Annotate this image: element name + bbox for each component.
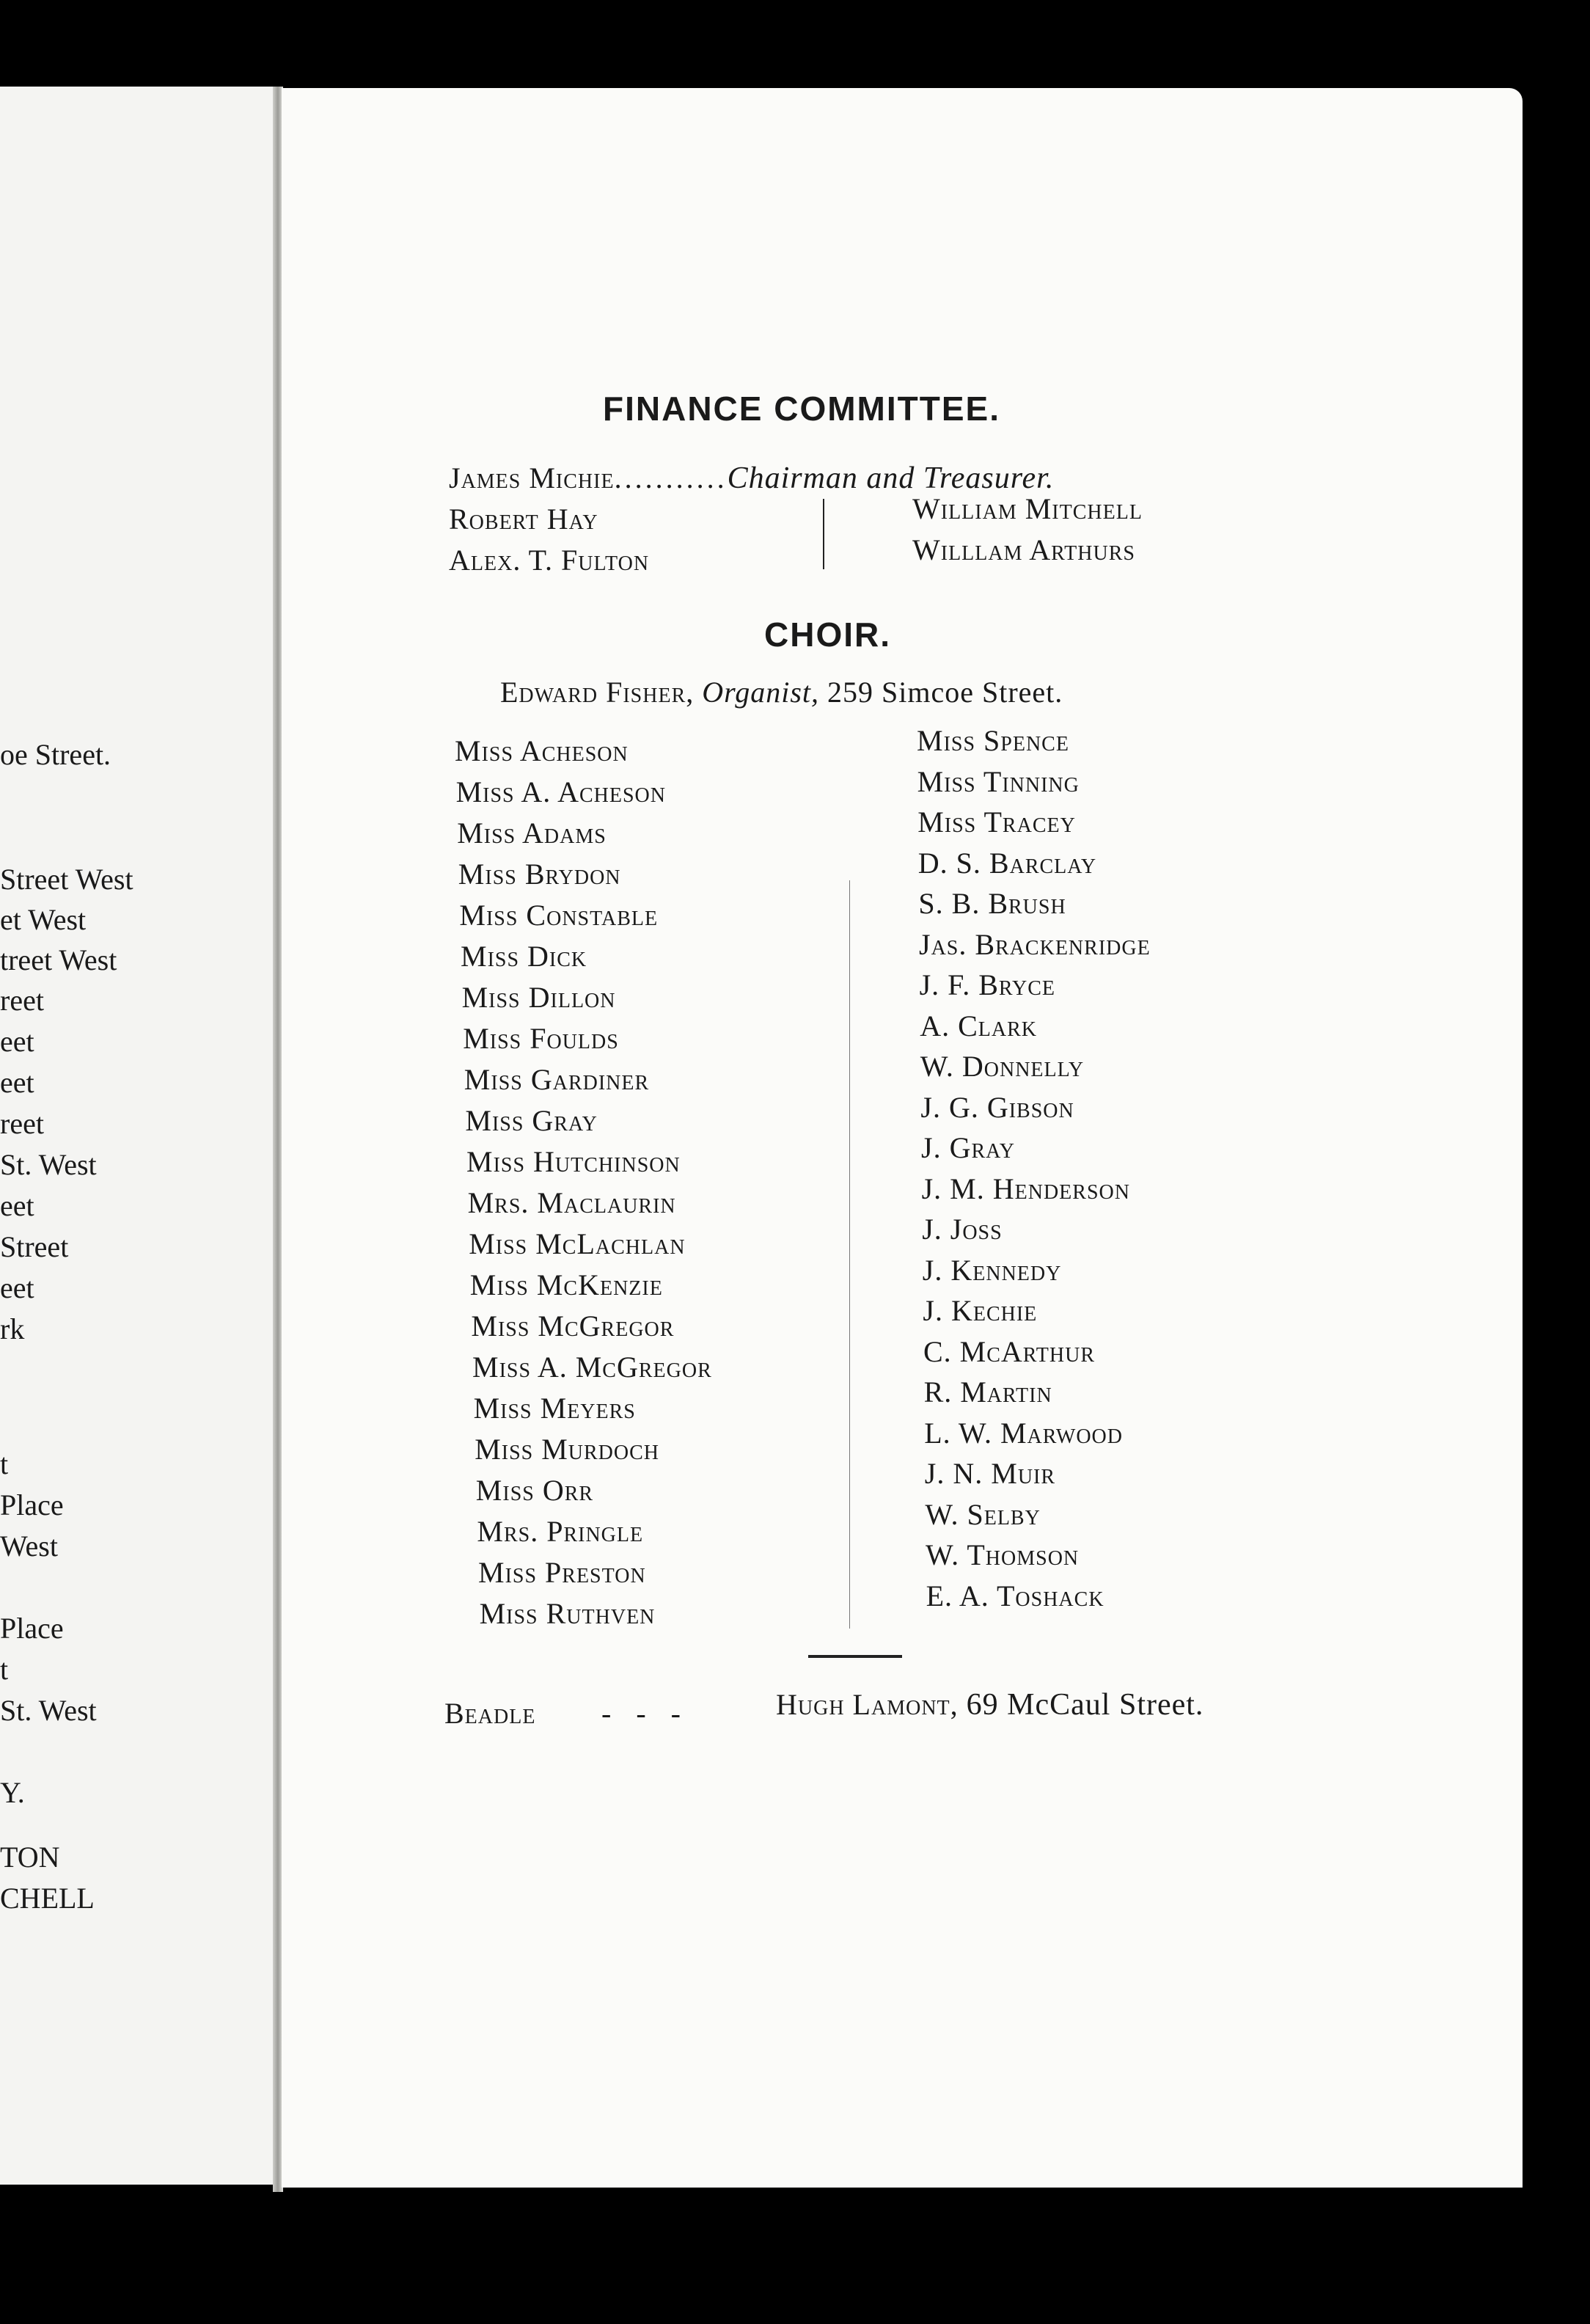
choir-member-right: J. Gray <box>921 1131 1015 1164</box>
choir-member-right: W. Thomson <box>926 1538 1080 1571</box>
choir-column-divider <box>849 880 850 1629</box>
choir-member-right: Miss Tracey <box>917 805 1076 838</box>
left-page-line: rk <box>0 1312 25 1345</box>
choir-member-left: Miss Constable <box>459 899 659 932</box>
choir-member-left: Mrs. Maclaurin <box>467 1186 676 1219</box>
left-page-line: eet <box>0 1066 34 1099</box>
choir-member-right: W. Donnelly <box>920 1050 1085 1083</box>
organist-role: Organist, <box>702 676 820 709</box>
left-page-line: reet <box>0 1107 44 1140</box>
choir-member-left: Miss Hutchinson <box>466 1145 681 1178</box>
left-page-line: treet West <box>0 943 117 976</box>
choir-member-left: Miss Adams <box>457 816 607 849</box>
choir-member-right: W. Selby <box>925 1497 1041 1531</box>
choir-member-left: Miss Foulds <box>463 1022 619 1055</box>
finance-chair-dots: ........... <box>614 461 728 494</box>
finance-chair-role: Chairman and Treasurer. <box>727 461 1055 495</box>
choir-member-right: J. Kechie <box>923 1294 1038 1327</box>
left-page-line: Street West <box>0 863 133 896</box>
section-rule <box>808 1655 902 1658</box>
left-page-line: t <box>0 1447 9 1480</box>
choir-member-left: Miss Dick <box>461 940 587 973</box>
finance-member-left-1: Robert Hay <box>449 503 598 536</box>
choir-member-left: Miss Ruthven <box>479 1597 656 1630</box>
choir-member-left: Miss Brydon <box>458 858 621 891</box>
organist-name: Edward Fisher, <box>500 676 695 709</box>
choir-member-right: Miss Tinning <box>917 764 1080 798</box>
choir-member-right: A. Clark <box>920 1009 1037 1042</box>
finance-member-right-1: William Mitchell <box>912 492 1143 525</box>
choir-member-left: Miss McKenzie <box>469 1268 663 1301</box>
beadle-label: Beadle <box>444 1697 536 1730</box>
left-page-line: oe Street. <box>0 738 111 771</box>
beadle-name: Hugh Lamont, <box>776 1688 959 1721</box>
left-page-line: St. West <box>0 1694 97 1727</box>
choir-member-left: Miss A. McGregor <box>472 1351 712 1384</box>
beadle-address: 69 McCaul Street. <box>966 1688 1204 1722</box>
organist-address: 259 Simcoe Street. <box>827 676 1063 709</box>
choir-member-right: S. B. Brush <box>918 887 1066 920</box>
left-page-line: TON <box>0 1841 60 1874</box>
choir-member-right: L. W. Marwood <box>924 1416 1123 1450</box>
choir-member-left: Miss Dillon <box>461 981 616 1014</box>
choir-member-right: Miss Spence <box>917 724 1069 757</box>
choir-member-left: Miss McLachlan <box>469 1227 686 1260</box>
choir-member-right: E. A. Toshack <box>926 1579 1104 1612</box>
left-page-line: eet <box>0 1025 34 1058</box>
choir-member-right: J. G. Gibson <box>920 1090 1074 1124</box>
finance-chair-line <box>449 461 1054 496</box>
left-page-line: Place <box>0 1612 64 1645</box>
choir-member-right: J. F. Bryce <box>919 968 1056 1001</box>
left-page-line: St. West <box>0 1148 97 1181</box>
choir-member-left: Miss A. Acheson <box>455 775 667 808</box>
choir-member-right: C. McArthur <box>923 1334 1096 1368</box>
choir-organist-line <box>500 675 1063 709</box>
finance-member-right-2: Willlam Arthurs <box>912 533 1135 566</box>
left-page-line: reet <box>0 984 44 1017</box>
left-page-fragment <box>0 87 282 2185</box>
left-page-line: Street <box>0 1230 69 1263</box>
left-page-line: West <box>0 1530 58 1563</box>
choir-member-right: J. N. Muir <box>924 1457 1056 1490</box>
finance-committee-heading: FINANCE COMMITTEE. <box>603 390 1000 428</box>
finance-chair-name: James Michie <box>449 461 615 494</box>
left-page-line: Place <box>0 1488 64 1521</box>
choir-member-left: Mrs. Pringle <box>477 1515 644 1548</box>
choir-member-right: J. M. Henderson <box>921 1172 1130 1205</box>
left-page-line: eet <box>0 1271 34 1304</box>
choir-member-left: Miss McGregor <box>471 1309 675 1342</box>
beadle-dashes: - - - <box>601 1697 681 1730</box>
choir-member-right: J. Kennedy <box>922 1253 1062 1287</box>
choir-member-left: Miss Orr <box>475 1474 594 1507</box>
choir-member-right: Jas. Brackenridge <box>919 927 1151 961</box>
left-page-line: t <box>0 1653 9 1686</box>
choir-member-right: R. Martin <box>923 1375 1052 1408</box>
left-page-line: CHELL <box>0 1882 95 1915</box>
choir-member-left: Miss Meyers <box>473 1392 636 1425</box>
choir-member-right: D. S. Barclay <box>917 846 1097 880</box>
choir-member-left: Miss Gardiner <box>464 1063 650 1096</box>
choir-member-right: J. Joss <box>922 1213 1003 1246</box>
choir-member-left: Miss Acheson <box>455 734 629 767</box>
choir-heading: CHOIR. <box>764 615 891 654</box>
choir-member-left: Miss Gray <box>465 1104 598 1137</box>
beadle-line <box>776 1687 1204 1722</box>
choir-member-left: Miss Murdoch <box>475 1433 660 1466</box>
left-page-line: Y. <box>0 1776 25 1809</box>
choir-member-left: Miss Preston <box>478 1556 646 1589</box>
finance-column-divider <box>823 499 824 569</box>
left-page-line: et West <box>0 903 87 936</box>
finance-member-left-2: Alex. T. Fulton <box>449 544 650 577</box>
left-page-line: eet <box>0 1189 34 1222</box>
